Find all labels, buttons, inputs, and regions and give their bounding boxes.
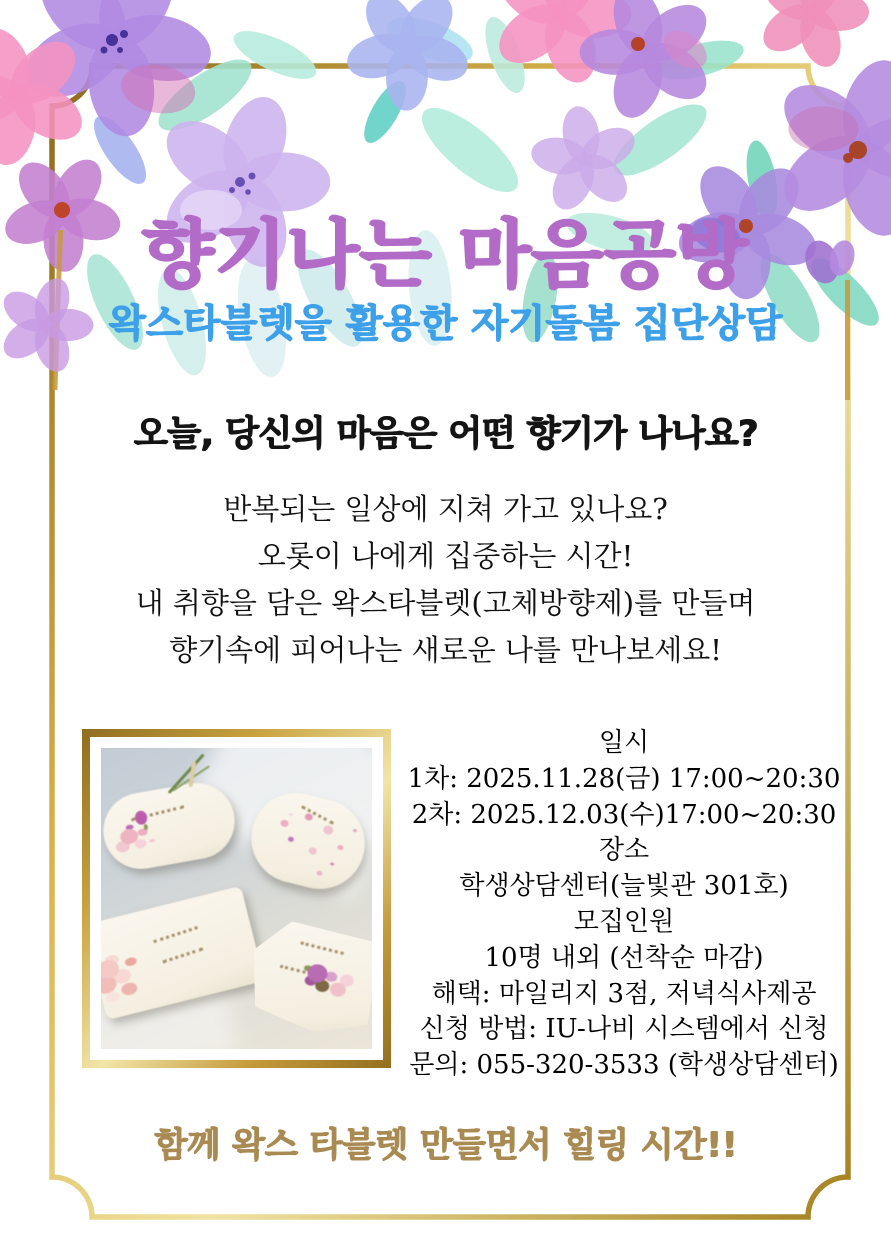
wax-tablet-pill	[101, 777, 241, 875]
intro-line: 반복되는 일상에 지쳐 가고 있나요?	[223, 492, 668, 526]
detail-line-session2: 2차: 2025.12.03(수)17:00~20:30	[411, 799, 837, 830]
headline-question: 오늘, 당신의 마음은 어떤 향기가 나나요?	[133, 414, 758, 454]
poster-title: 향기나는 마음공방	[142, 212, 749, 298]
intro-line: 오롯이 나에게 집중하는 시간!	[257, 539, 634, 573]
detail-line-session1: 1차: 2025.11.28(금) 17:00~20:30	[407, 763, 841, 794]
photo-mat	[90, 737, 383, 1060]
detail-line-place-label: 장소	[598, 835, 650, 866]
event-details	[398, 726, 850, 1084]
detail-line-capacity: 10명 내외 (선착순 마감)	[484, 942, 764, 973]
intro-line: 향기속에 피어나는 새로운 나를 만나보세요!	[169, 633, 722, 667]
intro-line: 내 취향을 담은 왁스타블렛(고체방향제)를 만들며	[135, 586, 756, 620]
intro-paragraph	[0, 486, 891, 674]
detail-line-contact: 문의: 055-320-3533 (학생상담센터)	[409, 1050, 839, 1081]
footer-tagline: 함께 왁스 타블렛 만들면서 힐링 시간!!	[154, 1125, 737, 1165]
detail-line-capacity-label: 모집인원	[573, 906, 675, 937]
wax-tablet-photo	[101, 748, 372, 1049]
detail-line-date-label: 일시	[598, 728, 650, 758]
poster-subtitle: 왁스타블렛을 활용한 자기돌봄 집단상담	[108, 301, 783, 345]
photo-gold-frame	[82, 729, 391, 1068]
detail-line-benefit: 해택: 마일리지 3점, 저녁식사제공	[431, 978, 817, 1009]
wax-tablet-rectangle	[101, 886, 264, 1020]
detail-line-place: 학생상담센터(늘빛관 301호)	[459, 871, 789, 902]
detail-line-apply: 신청 방법: IU-나비 시스템에서 신청	[419, 1014, 829, 1045]
wax-tablet-hexagon	[246, 918, 372, 1039]
